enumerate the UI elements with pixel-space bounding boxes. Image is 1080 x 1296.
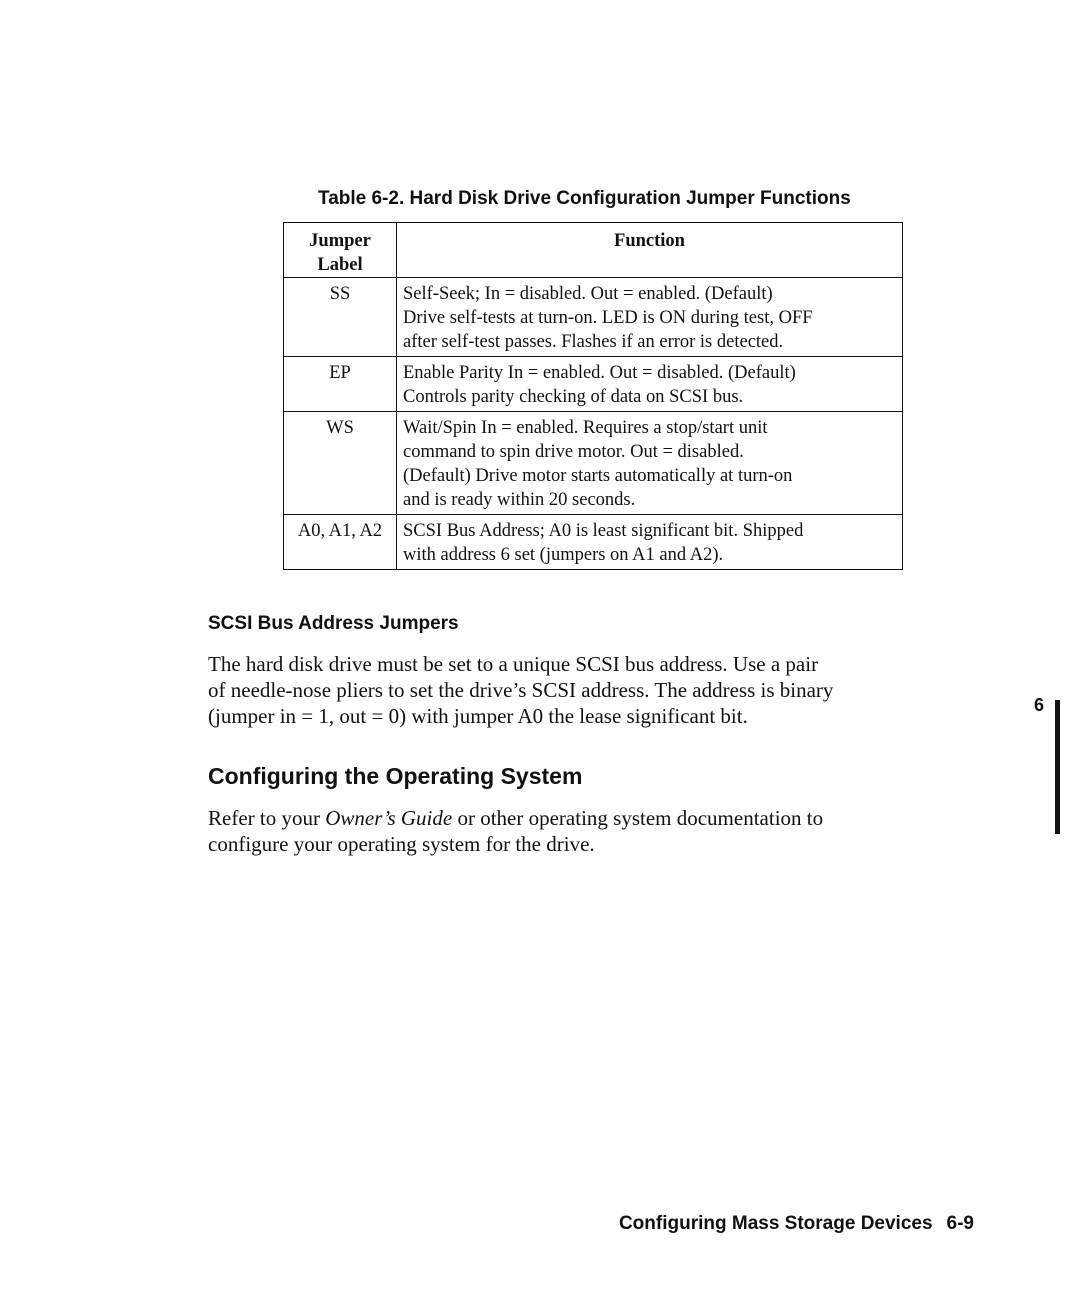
jumper-label-cell: A0, A1, A2 xyxy=(284,515,397,570)
table-caption: Table 6-2. Hard Disk Drive Configuration Jumper Functions xyxy=(318,188,851,209)
jumper-label-cell: EP xyxy=(284,357,397,412)
owners-guide-title: Owner’s Guide xyxy=(325,806,453,830)
jumper-label-cell: WS xyxy=(284,412,397,515)
chapter-tab-number: 6 xyxy=(1034,695,1045,715)
jumper-function-cell: Enable Parity In = enabled. Out = disabled. (Default) Controls parity checking of data on SCSI bus. xyxy=(397,357,903,412)
footer-page-number: 6-9 xyxy=(946,1213,974,1234)
table-row xyxy=(284,515,903,570)
os-paragraph-text-start: Refer to your xyxy=(208,806,326,830)
scsi-section-paragraph: The hard disk drive must be set to a unique SCSI bus address. Use a pair of needle-nose pliers to set the drive’s SCSI address. The address is binary (jumper in = 1, out = 0) with jumper A0 the lease significant bit. xyxy=(208,652,834,728)
jumper-function-cell: Wait/Spin In = enabled. Requires a stop/start unit command to spin drive motor. Out = disabled. (Default) Drive motor starts automatically at turn-on and is ready within 20 seconds. xyxy=(397,412,903,515)
chapter-tab-bar xyxy=(1055,700,1060,834)
jumper-function-cell: Self-Seek; In = disabled. Out = enabled. (Default) Drive self-tests at turn-on. LED is ON during test, OFF after self-test passes. Flashes if an error is detected. xyxy=(397,278,903,357)
table-row xyxy=(284,278,903,357)
jumper-label-cell: SS xyxy=(284,278,397,357)
table-row xyxy=(284,412,903,515)
table-row xyxy=(284,357,903,412)
jumper-function-cell: SCSI Bus Address; A0 is least significant bit. Shipped with address 6 set (jumpers on A1 and A2). xyxy=(397,515,903,570)
footer-chapter-title: Configuring Mass Storage Devices xyxy=(618,1213,933,1234)
jumper-functions-table xyxy=(283,222,903,570)
os-paragraph-text-end: or other operating system documentation to configure your operating system for the drive. xyxy=(208,806,824,856)
page-footer xyxy=(619,1213,974,1235)
header-function: Function xyxy=(397,223,903,278)
scsi-section-heading: SCSI Bus Address Jumpers xyxy=(208,613,459,634)
os-section-paragraph xyxy=(208,805,938,857)
table-header-row xyxy=(284,223,903,278)
header-jumper-label: Jumper Label xyxy=(284,223,397,278)
os-section-heading: Configuring the Operating System xyxy=(208,763,583,789)
